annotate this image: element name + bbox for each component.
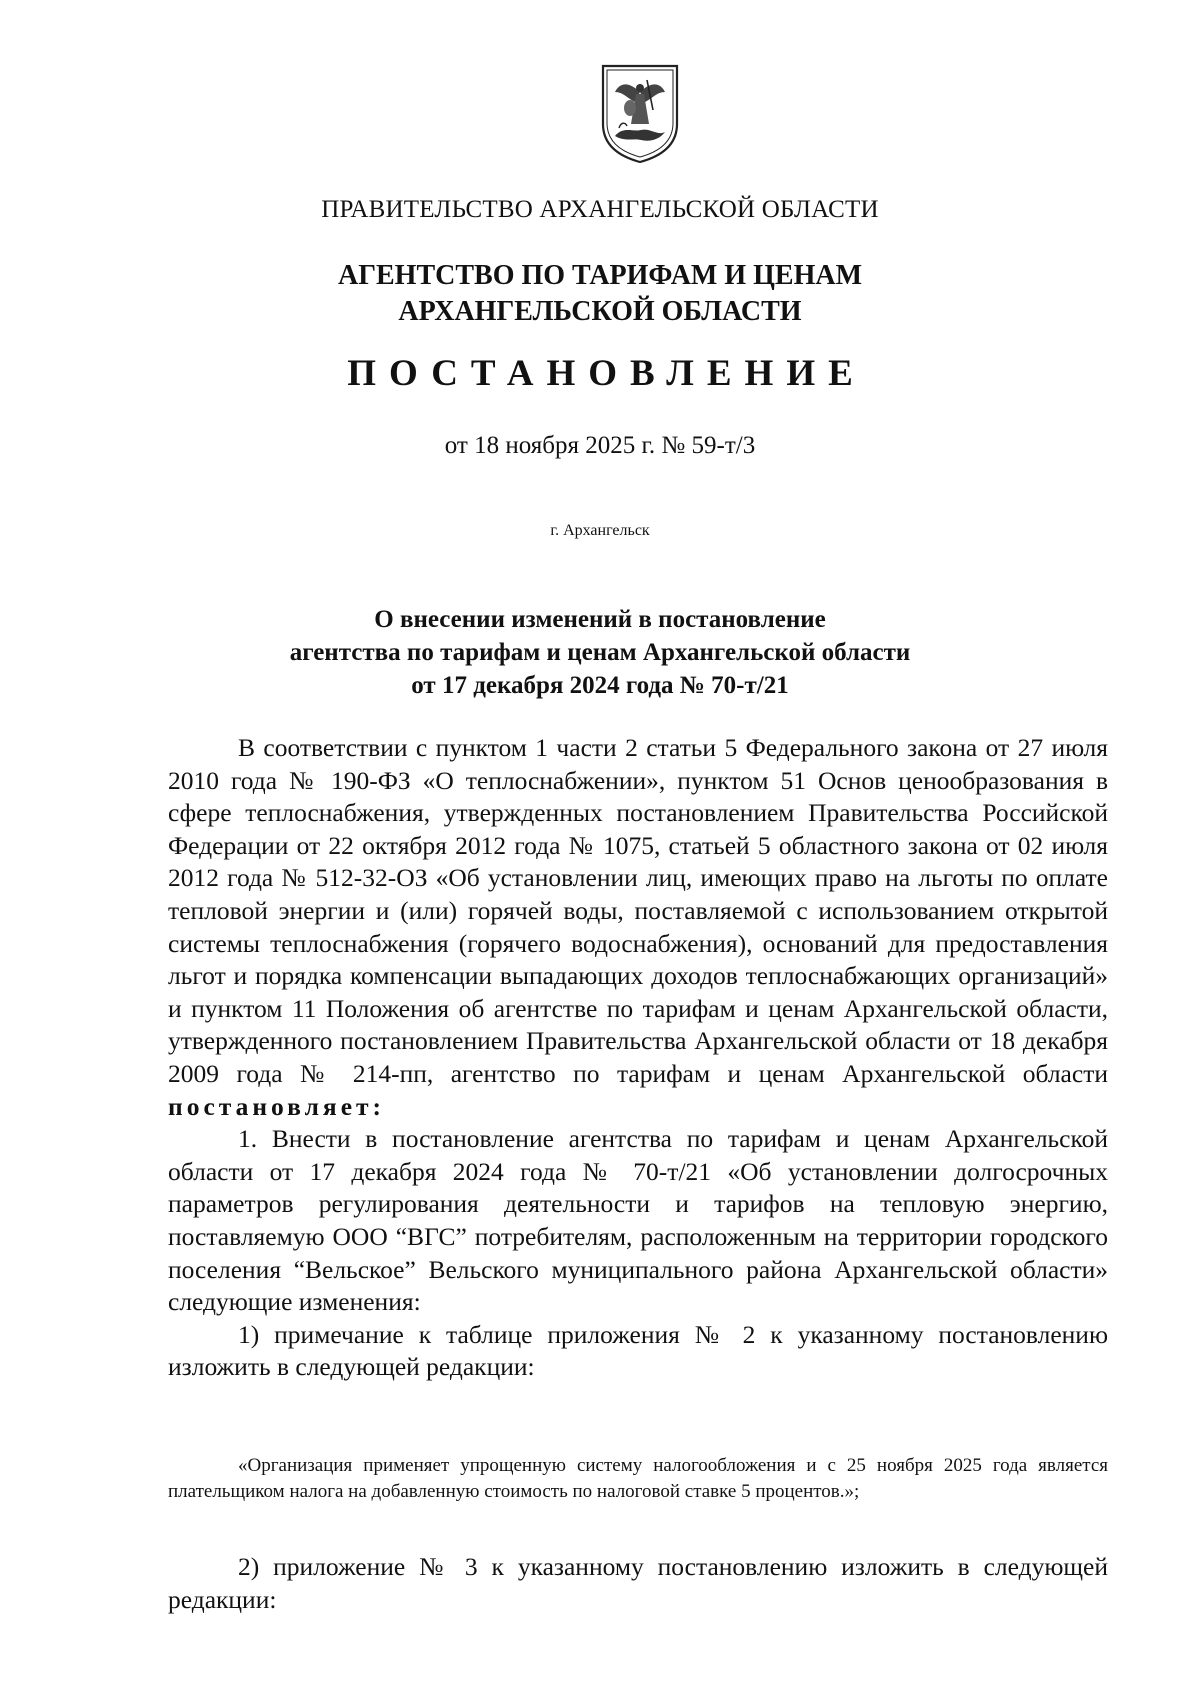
preamble-paragraph: [168, 732, 1108, 1123]
subject-line-1: О внесении изменений в постановление: [374, 606, 826, 633]
resolves-word: постановляет:: [168, 1091, 386, 1121]
subitem-1-paragraph: 1) примечание к таблице приложения № 2 к указанному постановлению изложить в следующей редакции:: [168, 1319, 1108, 1382]
subject-line-2: агентства по тарифам и ценам Архангельской области: [289, 639, 911, 666]
quoted-amendment-text: «Организация применяет упрощенную систему налогообложения и с 25 ноября 2025 года является плательщиком налога на добавленную стоимость по налоговой ставке 5 процентов.»;: [168, 1455, 1108, 1502]
agency-name-line-1: АГЕНТСТВО ПО ТАРИФАМ И ЦЕНАМ: [337, 260, 863, 291]
agency-name-line-2: АРХАНГЕЛЬСКОЙ ОБЛАСТИ: [398, 296, 802, 327]
government-title: ПРАВИТЕЛЬСТВО АРХАНГЕЛЬСКОЙ ОБЛАСТИ: [321, 196, 879, 223]
subject-line-3: от 17 декабря 2024 года № 70-т/21: [411, 672, 789, 699]
quoted-amendment: [168, 1453, 1108, 1505]
document-type-heading: ПОСТАНОВЛЕНИЕ: [347, 353, 866, 394]
arkhangelsk-coat-of-arms-icon: [597, 62, 683, 166]
document-body-continued: [168, 1551, 1108, 1616]
item-1-paragraph: 1. Внести в постановление агентства по тарифам и ценам Архангельской области от 17 декабря 2024 года № 70-т/21 «Об установлении долгосрочных параметров регулирования деятельности и тарифов на тепловую энергию, поставляемую ООО “ВГС” потребителям, расположенным на территории городского поселения “Вельское” Вельского муниципального района Архангельской области» следующие изменения:: [168, 1124, 1108, 1317]
document-subject: [0, 603, 1200, 702]
document-body: [168, 732, 1108, 1384]
coat-of-arms-emblem: [597, 62, 683, 166]
preamble-text: В соответствии с пунктом 1 части 2 статьи 5 Федерального закона от 27 июля 2010 года № 190-ФЗ «О теплоснабжении», пунктом 51 Основ ценообразования в сфере теплоснабжения, утвержденных постановлением Правительства Российской Федерации от 22 октября 2012 года № 1075, статьей 5 областного закона от 02 июля 2012 года № 512-32-ОЗ «Об установлении лиц, имеющих право на льготы по оплате тепловой энергии и (или) горячей воды, поставляемой с использованием открытой системы теплоснабжения (горячего водоснабжения), оснований для предоставления льгот и порядка компенсации выпадающих доходов теплоснабжающих организаций» и пунктом 11 Положения об агентстве по тарифам и ценам Архангельской области, утвержденного постановлением Правительства Архангельской области от 18 декабря 2009 года № 214-пп, агентство по тарифам и ценам Архангельской области: [168, 733, 1108, 1088]
subitem-2-paragraph: 2) приложение № 3 к указанному постановлению изложить в следующей редакции:: [168, 1552, 1108, 1614]
document-city: г. Архангельск: [550, 522, 650, 539]
agency-name: [0, 258, 1200, 330]
document-date-number: от 18 ноября 2025 г. № 59-т/3: [444, 432, 756, 459]
